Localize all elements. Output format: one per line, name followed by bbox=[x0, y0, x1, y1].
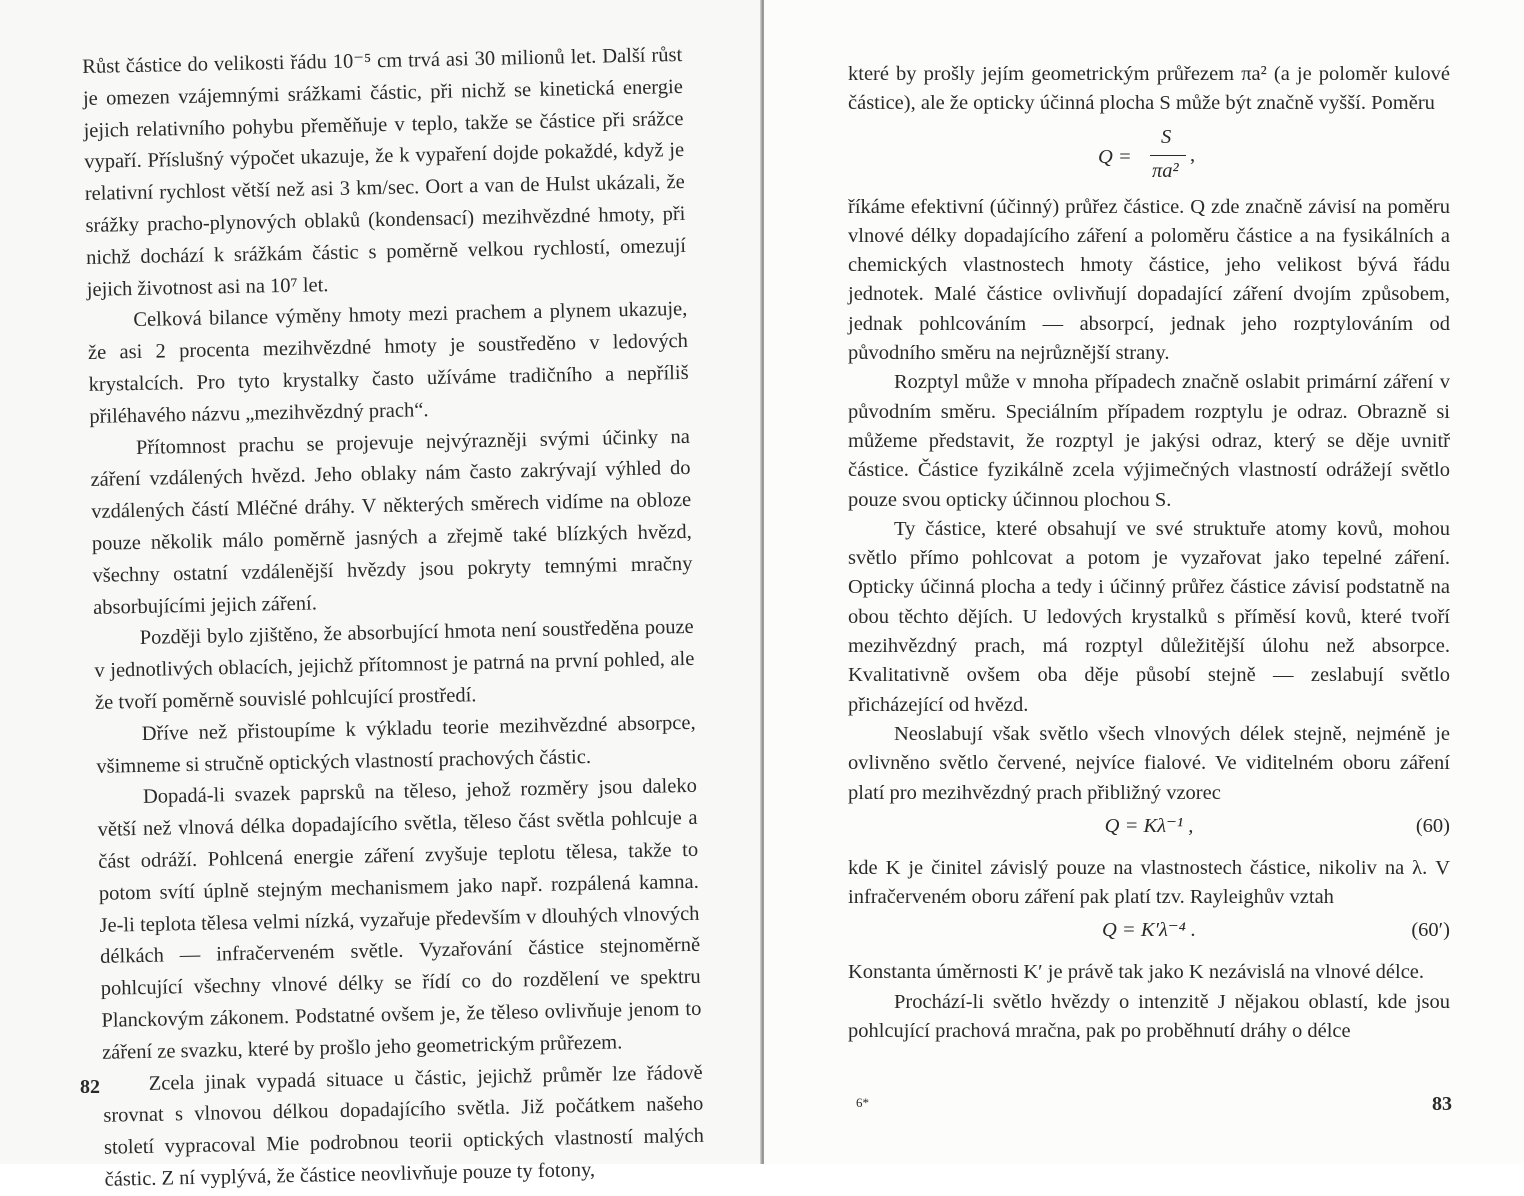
formula-denominator: πa² bbox=[1152, 159, 1179, 182]
paragraph: Rozptyl může v mnoha případech značně oslabit primární záření v původním směru. Speciálním případem rozptylu je odraz. Obrazně si můžeme představit, že rozptyl je jakýsi odraz, který se děje uvnitř částice. Částice fyzikálně zcela výjimečných vlastností odrážejí světlo pouze svou opticky účinnou plochou S. bbox=[848, 371, 1450, 511]
paragraph: které by prošly jejím geometrickým průřezem πa² (a je poloměr kulové částice), ale že opticky účinná plocha S může být značně vyšší. Poměru bbox=[848, 63, 1450, 115]
left-text-block bbox=[82, 40, 705, 1196]
left-page bbox=[0, 0, 762, 1191]
paragraph: Dopadá-li svazek paprsků na těleso, jehož rozměry jsou daleko větší než vlnová délka dopadajícího světla, těleso část světla pohlcuje a část odráží. Pohlcená energie záření zvyšuje teplotu tělesa, takže to potom svítí úplně stejným mechanismem jako např. rozpálená kamna. Je-li teplota tělesa velmi nízká, vyzařuje především v dlouhých vlnových délkách — infračerveném světle. Vyzařování částice stejnoměrně pohlcující všechny vlnové délky se řídí co do rozdělení ve spektru Planckovým zákonem. Podstatné ovšem je, že těleso ovlivňuje jenom to záření ze svazku, které by prošlo jeho geometrickým průřezem. bbox=[97, 775, 702, 1064]
paragraph: Prochází-li světlo hvězdy o intenzitě J nějakou oblastí, kde jsou pohlcující prachová mračna, pak po proběhnutí dráhy o délce bbox=[848, 990, 1450, 1043]
fraction-bar bbox=[1150, 155, 1186, 156]
signature-mark: 6* bbox=[856, 1095, 869, 1110]
equation-number: (60′) bbox=[1411, 919, 1450, 942]
paragraph: říkáme efektivní (účinný) průřez částice. Q zde značně závisí na poměru vlnové délky dopadajícího záření a poloměru částice a na fysikálních a chemických vlastnostech hmoty částice, jeho velikost bývá řádu jednotek. Malé částice ovlivňují dopadající záření dvojím způsobem, jednak pohlcováním — absorpcí, jednak jeho rozptylováním od původního směru na nejrůznější strany. bbox=[848, 195, 1450, 365]
equation-body: Q = Kλ⁻¹ , bbox=[1104, 814, 1194, 837]
paragraph: Neoslabují však světlo všech vlnových délek stejně, nejméně je ovlivněno světlo červené, nejvíce fialové. Ve viditelném oboru záření platí pro mezihvězdný prach přibližný vzorec bbox=[848, 722, 1450, 804]
right-text-block bbox=[848, 60, 1450, 1046]
paragraph: Dříve než přistoupíme k výkladu teorie mezihvězdné absorpce, všimneme si stručně optických vlastností prachových částic. bbox=[96, 711, 696, 778]
equation-number: (60) bbox=[1415, 814, 1450, 837]
right-page bbox=[764, 0, 1524, 1164]
paragraph: Přítomnost prachu se projevuje nejvýrazněji svými účinky na záření vzdálených hvězd. Jeho oblaky nám často zakrývají výhled do vzdálených částí Mléčné dráhy. V některých směrech vidíme na obloze pouze několik málo poměrně jasných a zřejmě také blízkých hvězd, všechny ostatní vzdálenější hvězdy jsou pokryty temnými mračny absorbujícími jejich záření. bbox=[90, 425, 693, 619]
formula-comma: , bbox=[1190, 143, 1196, 166]
equation-60-prime bbox=[848, 916, 1450, 954]
page-number: 82 bbox=[80, 1076, 100, 1098]
formula-lhs: Q = bbox=[1098, 145, 1132, 168]
paragraph: Později bylo zjištěno, že absorbující hmota není soustředěna pouze v jednotlivých oblacích, jejichž přítomnost je patrná na první pohled, ale že tvoří poměrně souvislé pohlcující prostředí. bbox=[94, 616, 695, 714]
equation-60 bbox=[848, 812, 1450, 850]
paragraph: kde K je činitel závislý pouze na vlastnostech částice, nikoliv na λ. V infračerveném oboru záření pak platí tzv. Rayleighův vztah bbox=[848, 856, 1450, 909]
formula-efficiency bbox=[848, 123, 1450, 187]
equation-body: Q = K′λ⁻⁴ . bbox=[1101, 919, 1197, 942]
paragraph: Celková bilance výměny hmoty mezi prachem a plynem ukazuje, že asi 2 procenta mezihvězdné hmoty je soustředěno v ledových krystalcích. Pro tyto krystalky často užíváme tradičního a nepříliš přiléhavého názvu „mezihvězdný prach“. bbox=[87, 298, 689, 428]
paragraph: Ty částice, které obsahují ve své struktuře atomy kovů, mohou světlo přímo pohlcovat a potom je vyzařovat jako tepelné záření. Opticky účinná plocha a tedy i účinný průřez částice závisí podstatně na obou těchto dějích. U ledových krystalků s příměsí kovů, které tvoří mezihvězdný prach, má rozptyl důležitější úlohu než absorpce. Kvalitativně ovšem oba děje působí stejně — zeslabují světlo přicházející od hvězd. bbox=[848, 517, 1450, 716]
paragraph: Růst částice do velikosti řádu 10⁻⁵ cm trvá asi 30 milionů let. Další růst je omezen vzájemnými srážkami částic, při nichž se kinetická energie jejich relativního pohybu přeměňuje v teplo, takže se částice při srážce vypaří. Příslušný výpočet ukazuje, že k vypaření dojde pokaždé, když je relativní rychlost větší než asi 3 km/sec. Oort a van de Hulst ukázali, že srážky pracho-plynových oblaků (kondensací) mezihvězdné hmoty, při nichž dochází k srážkám částic s poměrně velkou rychlostí, omezují jejich životnost asi na 10⁷ let. bbox=[82, 43, 687, 301]
paragraph: Zcela jinak vypadá situace u částic, jejichž průměr lze řádově srovnat s vlnovou délkou dopadajícího světla. Již počátkem našeho století vypracoval Mie podrobnou teorii optických vlastností malých částic. Z ní vyplývá, že částice neovlivňuje pouze ty fotony, bbox=[103, 1061, 705, 1191]
page-number: 83 bbox=[1432, 1093, 1452, 1115]
paragraph: Konstanta úměrnosti K′ je právě tak jako K nezávislá na vlnové délce. bbox=[848, 961, 1425, 984]
formula-numerator: S bbox=[1161, 125, 1172, 148]
